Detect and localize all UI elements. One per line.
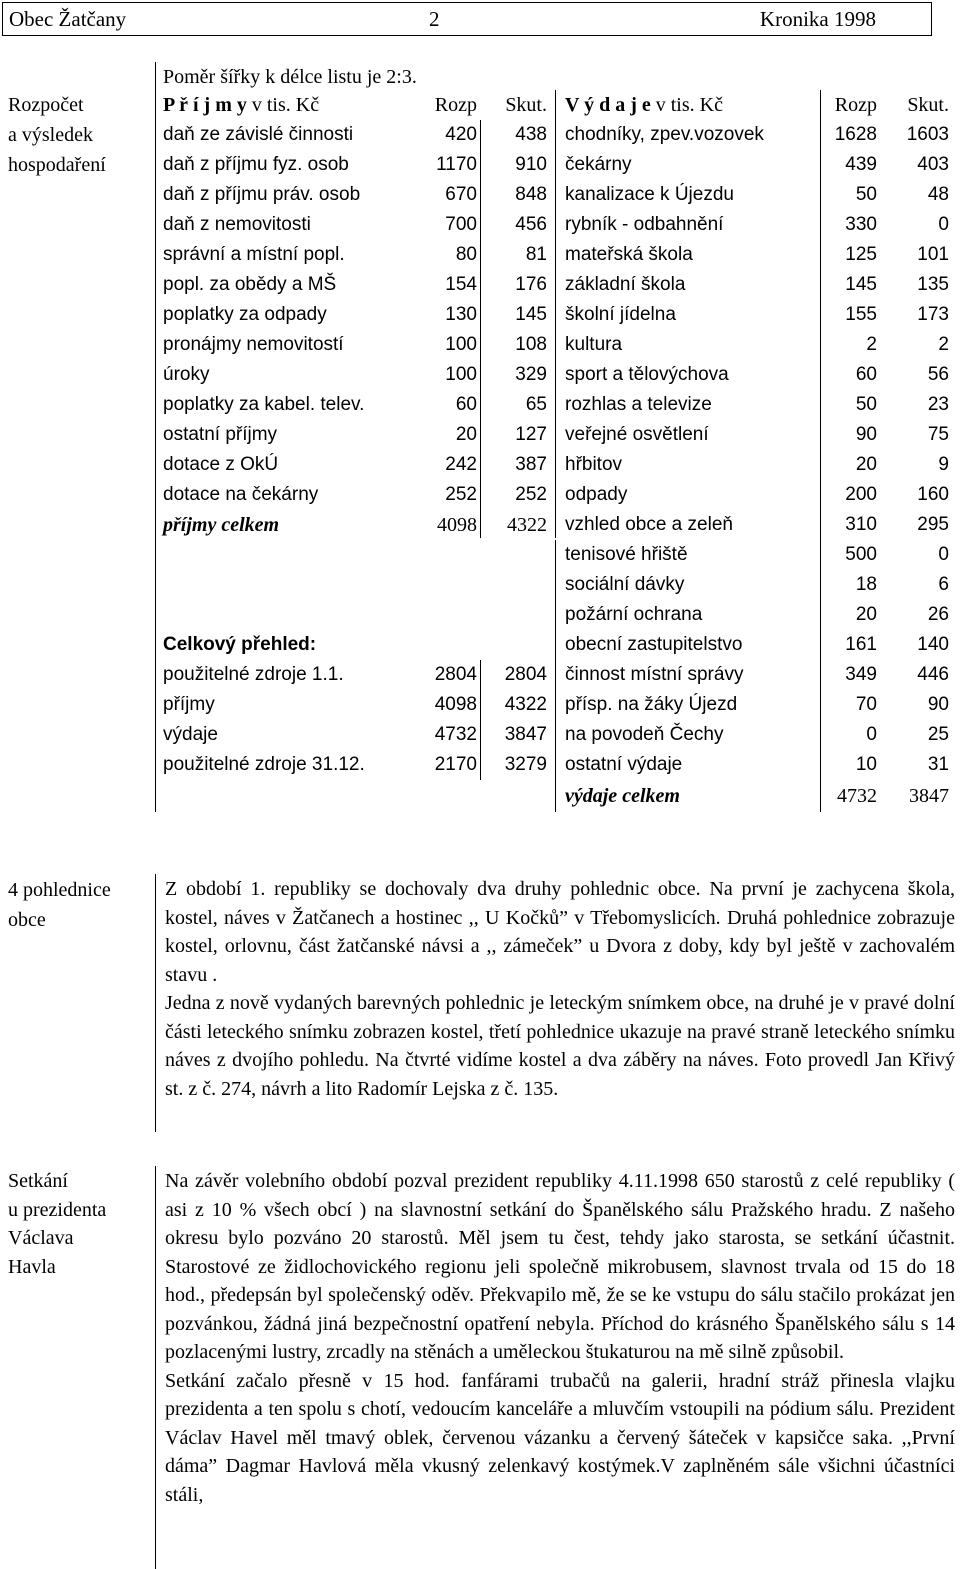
expense-item-label: rozhlas a televize xyxy=(565,394,712,415)
expense-item-rozp: 500 xyxy=(845,544,877,565)
income-item-skut: 456 xyxy=(515,214,547,235)
income-item-rozp: 100 xyxy=(445,364,477,385)
postcards-paragraph xyxy=(165,875,955,1103)
income-item-label: dotace na čekárny xyxy=(163,484,319,505)
expense-item-rozp: 20 xyxy=(855,604,877,625)
header-page-number: 2 xyxy=(429,7,440,31)
expense-item-rozp: 310 xyxy=(845,514,877,535)
income-item-skut: 252 xyxy=(515,484,547,505)
expense-item-rozp: 10 xyxy=(855,754,877,775)
expense-item-label: mateřská škola xyxy=(565,244,693,265)
side-label-line: a výsledek xyxy=(8,124,93,146)
table-rule-income-label xyxy=(555,90,556,538)
expense-item-rozp: 200 xyxy=(845,484,877,505)
income-item-skut: 145 xyxy=(515,304,547,325)
expense-item-rozp: 60 xyxy=(855,364,877,385)
expense-item-label: činnost místní správy xyxy=(565,664,744,685)
income-item-rozp: 80 xyxy=(455,244,477,265)
expense-item-label: tenisové hřiště xyxy=(565,544,688,565)
income-heading xyxy=(163,90,401,120)
overview-title: Celkový přehled: xyxy=(163,634,317,655)
expense-item-rozp: 145 xyxy=(845,274,877,295)
side-label-line: Havla xyxy=(8,1255,56,1278)
expense-item-label: kultura xyxy=(565,334,623,355)
postcards-text-2: Jedna z nově vydaných barevných pohlednic je leteckým snímkem obce, na druhé je v pravé dolní části leteckého snímku zobrazen kostel, třetí pohlednice ukazuje na pravé straně leteckého snímku náves z dvojího pohledu. Na čtvrté vidíme kostel a dva záběry na náves. Foto provedl Jan Křivý st. z č. 274, návrh a lito Radomír Lejska z č. 135. xyxy=(165,992,955,1100)
income-item-rozp: 670 xyxy=(445,184,477,205)
ratio-note-row xyxy=(155,62,955,92)
income-item-label: úroky xyxy=(163,364,210,385)
expense-col-skut: Skut. xyxy=(907,94,949,116)
expense-unit: v tis. Kč xyxy=(655,94,723,116)
overview-item-value-b: 3847 xyxy=(504,724,547,745)
expense-item-skut: 295 xyxy=(917,514,949,535)
income-unit: v tis. Kč xyxy=(251,94,320,116)
meeting-paragraph xyxy=(165,1167,955,1509)
income-item-skut: 65 xyxy=(525,394,547,415)
expense-item-rozp: 161 xyxy=(845,634,877,655)
income-item-rozp: 242 xyxy=(445,454,477,475)
income-item-label: daň z příjmu fyz. osob xyxy=(163,154,349,175)
income-item-skut: 176 xyxy=(515,274,547,295)
expense-item-rozp: 2 xyxy=(866,334,877,355)
income-item-label: daň ze závislé činnosti xyxy=(163,124,354,145)
expense-item-label: ostatní výdaje xyxy=(565,754,683,775)
overview-item-value-a: 2170 xyxy=(434,754,477,775)
income-item-label: pronájmy nemovitostí xyxy=(163,334,344,355)
income-item-label: poplatky za odpady xyxy=(163,304,327,325)
overview-item-value-b: 4322 xyxy=(504,694,547,715)
expense-item-skut: 1603 xyxy=(906,124,949,145)
income-item-label: ostatní příjmy xyxy=(163,424,278,445)
expense-item-skut: 160 xyxy=(917,484,949,505)
side-label-line: obce xyxy=(8,909,46,931)
income-item-label: popl. za obědy a MŠ xyxy=(163,274,337,295)
expense-item-skut: 9 xyxy=(938,454,949,475)
expense-item-label: přísp. na žáky Újezd xyxy=(565,694,738,715)
expense-item-rozp: 18 xyxy=(855,574,877,595)
income-item-rozp: 252 xyxy=(445,484,477,505)
overview-item-value-b: 2804 xyxy=(504,664,547,685)
income-item-skut: 910 xyxy=(515,154,547,175)
expense-item-label: chodníky, zpev.vozovek xyxy=(565,124,764,145)
side-label-line: Václava xyxy=(8,1227,74,1249)
side-label-line: Rozpočet xyxy=(8,94,84,116)
overview-item-label: použitelné zdroje 1.1. xyxy=(163,664,344,685)
postcards-text: Z období 1. republiky se dochovaly dva druhy pohlednic obce. Na první je zachycena škola, kostel, náves v Žatčanech a hostinec ,, U Kočků” v Třebomyslicích. Druhá pohlednice zobrazuje kostel, orlovnu, část žatčanské návsi a ,, zámeček” u Dvora z doby, kdy byl ještě v zachovalém stavu . xyxy=(165,878,955,986)
expense-item-label: školní jídelna xyxy=(565,304,676,325)
income-item-label: daň z nemovitosti xyxy=(163,214,311,235)
income-title: P ř í j m y xyxy=(163,94,247,116)
expense-item-skut: 56 xyxy=(927,364,949,385)
header-municipality: Obec Žatčany xyxy=(9,7,127,31)
meeting-side-label xyxy=(8,1167,106,1281)
expense-item-label: požární ochrana xyxy=(565,604,703,625)
expense-item-rozp: 330 xyxy=(845,214,877,235)
income-item-skut: 438 xyxy=(515,124,547,145)
expense-item-label: rybník - odbahnění xyxy=(565,214,724,235)
meeting-rule xyxy=(155,1166,156,1569)
expense-item-skut: 403 xyxy=(917,154,949,175)
income-col-rozp: Rozp xyxy=(434,94,477,116)
overview-item-label: použitelné zdroje 31.12. xyxy=(163,754,365,775)
expense-item-label: kanalizace k Újezdu xyxy=(565,184,734,205)
expense-item-label: hřbitov xyxy=(565,454,623,475)
table-rule-overview-a xyxy=(480,660,481,780)
income-item-skut: 387 xyxy=(515,454,547,475)
expense-heading xyxy=(565,90,815,120)
expense-total-rozp: 4732 xyxy=(837,785,877,807)
expense-item-skut: 25 xyxy=(927,724,949,745)
expense-title: V ý d a j e xyxy=(565,94,651,116)
postcards-rule xyxy=(155,874,156,1132)
table-rule-mid2 xyxy=(555,630,556,660)
overview-item-value-a: 4732 xyxy=(434,724,477,745)
income-item-rozp: 1170 xyxy=(436,154,477,175)
expense-item-skut: 2 xyxy=(938,334,949,355)
expense-item-skut: 90 xyxy=(927,694,949,715)
income-item-rozp: 154 xyxy=(445,274,477,295)
table-rule-income-rozp xyxy=(480,120,481,538)
expense-item-label: sociální dávky xyxy=(565,574,685,595)
income-item-skut: 81 xyxy=(525,244,547,265)
income-item-label: poplatky za kabel. telev. xyxy=(163,394,365,415)
income-item-rozp: 130 xyxy=(445,304,477,325)
expense-item-rozp: 90 xyxy=(855,424,877,445)
expense-item-skut: 0 xyxy=(938,544,949,565)
overview-item-label: příjmy xyxy=(163,694,215,715)
budget-side-label xyxy=(8,90,106,180)
income-item-rozp: 20 xyxy=(455,424,477,445)
expense-item-skut: 446 xyxy=(917,664,949,685)
expense-item-label: odpady xyxy=(565,484,628,505)
overview-item-value-a: 4098 xyxy=(434,694,477,715)
income-item-skut: 108 xyxy=(515,334,547,355)
income-item-label: daň z příjmu práv. osob xyxy=(163,184,361,205)
expense-item-rozp: 0 xyxy=(866,724,877,745)
side-label-line: u prezidenta xyxy=(8,1198,107,1221)
header-chronicle-title: Kronika 1998 xyxy=(759,7,876,31)
postcards-side-label xyxy=(8,875,111,935)
table-rule-mid3 xyxy=(555,780,556,812)
expense-item-skut: 101 xyxy=(917,244,949,265)
income-item-rozp: 100 xyxy=(445,334,477,355)
income-item-label: dotace z OkÚ xyxy=(163,454,279,475)
expense-item-label: základní škola xyxy=(565,274,686,295)
page-header xyxy=(2,2,932,36)
expense-item-rozp: 125 xyxy=(845,244,877,265)
overview-item-value-a: 2804 xyxy=(434,664,477,685)
expense-item-skut: 135 xyxy=(917,274,949,295)
income-item-skut: 848 xyxy=(515,184,547,205)
meeting-text-2: Setkání začalo přesně v 15 hod. fanfárami trubačů na galerii, hradní stráž přinesla vlajku prezidenta a ten spolu s chotí, vedoucím kanceláře a mluvčím vstoupili na pódium sálu. Prezident Václav Havel měl tmavý oblek, červenou vázanku a červený šáteček v kapsičce saka. ,,První dáma” Dagmar Havlová měla vkusný zelenkavý kostýmek.V zaplněném sále všichni účastníci stáli, xyxy=(165,1369,955,1506)
expense-item-label: na povodeň Čechy xyxy=(565,724,724,745)
expense-item-skut: 23 xyxy=(927,394,949,415)
expense-item-label: sport a tělovýchova xyxy=(565,364,729,385)
expense-item-skut: 75 xyxy=(927,424,949,445)
expense-item-skut: 140 xyxy=(917,634,949,655)
side-label-line: Setkání xyxy=(8,1170,68,1192)
expense-item-label: čekárny xyxy=(565,154,632,175)
expense-item-label: vzhled obce a zeleň xyxy=(565,514,733,535)
expense-item-skut: 173 xyxy=(917,304,949,325)
expense-item-skut: 31 xyxy=(927,754,949,775)
expense-item-skut: 26 xyxy=(927,604,949,625)
table-rule-left xyxy=(155,62,156,812)
meeting-text: Na závěr volebního období pozval prezident republiky 4.11.1998 650 starostů z celé republiky ( asi z 10 % všech obcí ) na slavnostní setkání do Španělského sálu Pražského hradu. Z našeho okresu bylo pozváno 20 starostů. Měl jsem tu čest, tehdy jako starosta, se setkání účastnit. Starostové ze židlochovického regionu jeli společně mikrobusem, slavnost trvala od 15 do 18 hod., předepsán byl společenský oděv. Překvapilo mě, že se ke vstupu do sálu stačilo prokázat jen pozvánkou, žádná jiná bezpečnostní opatření nebyla. Příchod do krásného Španělského sálu s 14 pozlacenými lustry, zrcadly na stěnách a uměleckou štukaturou na mě silně způsobil. xyxy=(165,1170,955,1363)
income-item-rozp: 700 xyxy=(445,214,477,235)
income-col-skut: Skut. xyxy=(505,94,547,116)
expense-total-label: výdaje celkem xyxy=(565,785,680,807)
income-item-rozp: 60 xyxy=(455,394,477,415)
expense-item-rozp: 439 xyxy=(845,154,877,175)
expense-col-rozp: Rozp xyxy=(834,94,877,116)
table-rule-mid xyxy=(555,540,556,630)
income-item-skut: 329 xyxy=(515,364,547,385)
income-total-rozp: 4098 xyxy=(437,514,477,536)
income-item-skut: 127 xyxy=(515,424,547,445)
income-item-rozp: 420 xyxy=(445,124,477,145)
income-total-label: příjmy celkem xyxy=(163,514,280,536)
expense-item-rozp: 70 xyxy=(855,694,877,715)
income-total-skut: 4322 xyxy=(507,514,547,536)
income-item-label: správní a místní popl. xyxy=(163,244,345,265)
expense-item-skut: 48 xyxy=(927,184,949,205)
table-rule-expense-label xyxy=(820,90,821,812)
expense-item-rozp: 349 xyxy=(845,664,877,685)
expense-item-skut: 6 xyxy=(938,574,949,595)
overview-item-label: výdaje xyxy=(163,724,218,745)
side-label-line: 4 pohlednice xyxy=(8,879,111,901)
expense-item-rozp: 1628 xyxy=(834,124,877,145)
side-label-line: hospodaření xyxy=(8,154,106,176)
expense-item-rozp: 20 xyxy=(855,454,877,475)
expense-item-skut: 0 xyxy=(938,214,949,235)
table-rule-overview-label xyxy=(555,660,556,780)
expense-item-rozp: 50 xyxy=(855,184,877,205)
expense-total-skut: 3847 xyxy=(909,785,949,807)
overview-item-value-b: 3279 xyxy=(504,754,547,775)
expense-item-rozp: 50 xyxy=(855,394,877,415)
expense-item-rozp: 155 xyxy=(845,304,877,325)
expense-item-label: obecní zastupitelstvo xyxy=(565,634,743,655)
expense-item-label: veřejné osvětlení xyxy=(565,424,709,445)
ratio-note: Poměr šířky k délce listu je 2:3. xyxy=(163,66,417,88)
